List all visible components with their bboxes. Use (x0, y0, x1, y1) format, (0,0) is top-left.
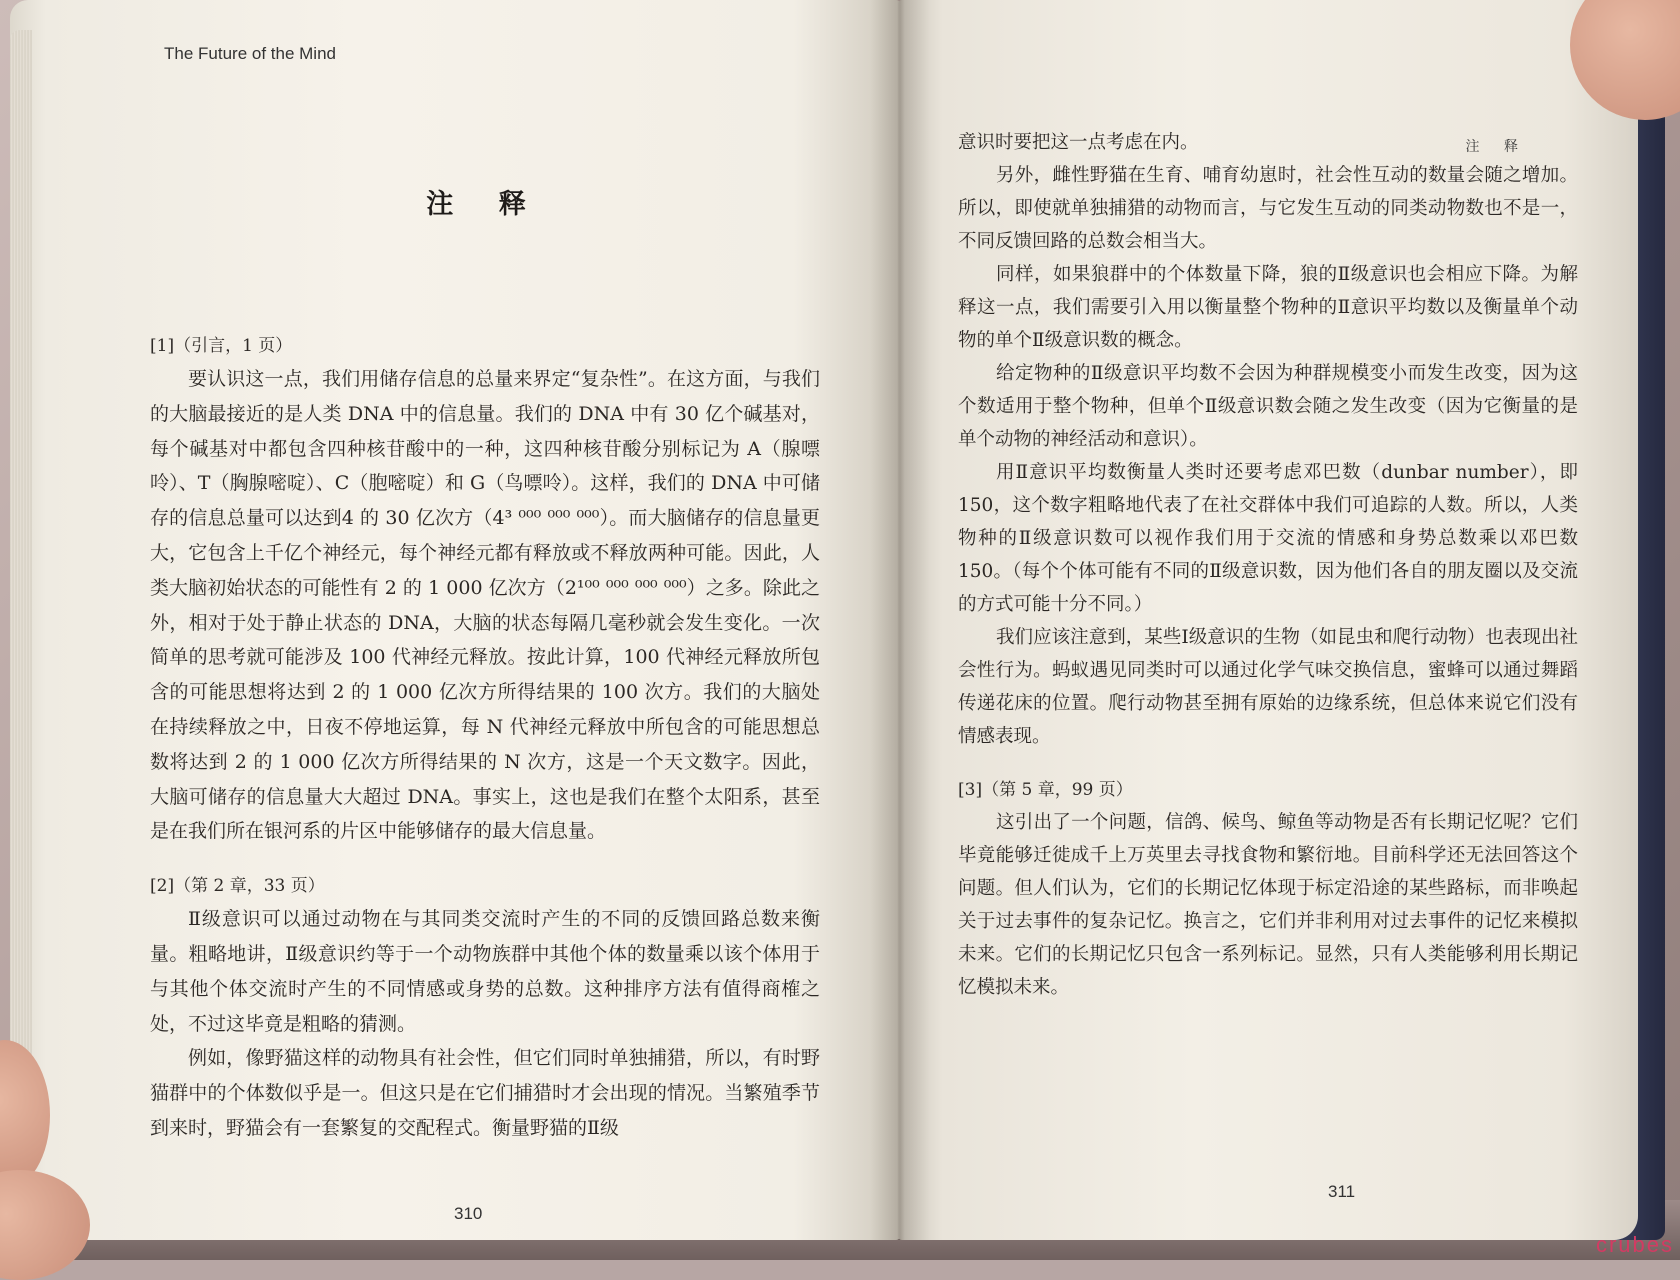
note-2-paragraph-1: Ⅱ级意识可以通过动物在与其同类交流时产生的不同的反馈回路总数来衡量。粗略地讲，Ⅱ级意识约等于一个动物族群中其他个体的数量乘以该个体用于与其他个体交流时产生的不同情感或身势的总数。这种排序方法有值得商榷之处，不过这毕竟是粗略的猜测。 (150, 908, 820, 1035)
continuation-line: 意识时要把这一点考虑在内。 (958, 132, 1199, 153)
open-book (10, 0, 1660, 1250)
note-1-paragraph: 要认识这一点，我们用储存信息的总量来界定“复杂性”。在这方面，与我们的大脑最接近的是人类 DNA 中的信息量。我们的 DNA 中有 30 亿个碱基对，每个碱基对中都包含四种核苷酸中的一种，这四种核苷酸分别标记为 A（腺嘌呤）、T（胸腺嘧啶）、C（胞嘧啶）和 G（鸟嘌呤）。这样，我们的 DNA 中可储存的信息总量可以达到4 的 30 亿次方（4³ ⁰⁰⁰ ⁰⁰⁰ ⁰⁰⁰）。而大脑储存的信息量更大，它包含上千亿个神经元，每个神经元都有释放或不释放两种可能。因此，人类大脑初始状态的可能性有 2 的 1 000 亿次方（2¹⁰⁰ ⁰⁰⁰ ⁰⁰⁰ ⁰⁰⁰）之多。除此之外，相对于处于静止状态的 DNA，大脑的状态每隔几毫秒就会发生变化。一次简单的思考就可能涉及 100 代神经元释放。按此计算，100 代神经元释放所包含的可能思想将达到 2 的 1 000 亿次方所得结果的 100 次方。我们的大脑处在持续释放之中，日夜不停地运算，每 N 代神经元释放中所包含的可能思想总数将达到 2 的 1 000 亿次方所得结果的 N 次方，这是一个天文数字。因此，大脑可储存的信息量大大超过 DNA。事实上，这也是我们在整个太阳系，甚至是在我们所在银河系的片区中能够储存的最大信息量。 (150, 368, 820, 843)
page-number-right: 311 (1328, 1182, 1356, 1201)
running-head-left: The Future of the Mind (164, 44, 336, 63)
note-ref-2: [2]（第 2 章，33 页） (150, 876, 325, 897)
note-3-paragraph: 这引出了一个问题，信鸽、候鸟、鲸鱼等动物是否有长期记忆呢？它们毕竟能够迁徙成千上万英里去寻找食物和繁衍地。目前科学还无法回答这个问题。但人们认为，它们的长期记忆体现于标定沿途的某些路标，而非唤起关于过去事件的复杂记忆。换言之，它们并非利用对过去事件的记忆来模拟未来。它们的长期记忆只包含一系列标记。显然，只有人类能够利用长期记忆模拟未来。 (958, 812, 1578, 998)
watermark: crubes (1595, 1232, 1674, 1257)
page-edges (10, 30, 32, 1210)
page-number-left: 310 (454, 1204, 483, 1223)
running-head-right: 注 释 (1465, 139, 1528, 155)
right-paragraph-5: 我们应该注意到，某些Ⅰ级意识的生物（如昆虫和爬行动物）也表现出社会性行为。蚂蚁遇见同类时可以通过化学气味交换信息，蜜蜂可以通过舞蹈传递花床的位置。爬行动物甚至拥有原始的边缘系统，但总体来说它们没有情感表现。 (958, 627, 1578, 747)
notes-block-left (150, 331, 820, 1146)
page-title: 注 释 (426, 189, 544, 220)
left-page (10, 0, 900, 1240)
right-page (898, 0, 1638, 1240)
right-paragraph-2: 同样，如果狼群中的个体数量下降，狼的Ⅱ级意识也会相应下降。为解释这一点，我们需要引入用以衡量整个物种的Ⅱ意识平均数以及衡量单个动物的单个Ⅱ级意识数的概念。 (958, 264, 1578, 351)
note-2-paragraph-2: 例如，像野猫这样的动物具有社会性，但它们同时单独捕猎，所以，有时野猫群中的个体数似乎是一。但这只是在它们捕猎时才会出现的情况。当繁殖季节到来时，野猫会有一套繁复的交配程式。衡量野猫的Ⅱ级 (150, 1047, 820, 1139)
note-ref-1: [1]（引言，1 页） (150, 336, 293, 356)
note-ref-3: [3]（第 5 章，99 页） (958, 780, 1133, 800)
notes-block-right (958, 126, 1578, 1004)
right-paragraph-4: 用Ⅱ意识平均数衡量人类时还要考虑邓巴数（dunbar number），即 150，这个数字粗略地代表了在社交群体中我们可追踪的人数。所以，人类物种的Ⅱ级意识数可以视作我们用于交流的情感和身势总数乘以邓巴数 150。（每个个体可能有不同的Ⅱ级意识数，因为他们各自的朋友圈以及交流的方式可能十分不同。） (958, 462, 1578, 615)
right-paragraph-1: 另外，雌性野猫在生育、哺育幼崽时，社会性互动的数量会随之增加。所以，即使就单独捕猎的动物而言，与它发生互动的同类动物数也不是一，不同反馈回路的总数会相当大。 (958, 165, 1578, 252)
right-paragraph-3: 给定物种的Ⅱ级意识平均数不会因为种群规模变小而发生改变，因为这个数适用于整个物种，但单个Ⅱ级意识数会随之发生改变（因为它衡量的是单个动物的神经活动和意识）。 (958, 363, 1578, 450)
